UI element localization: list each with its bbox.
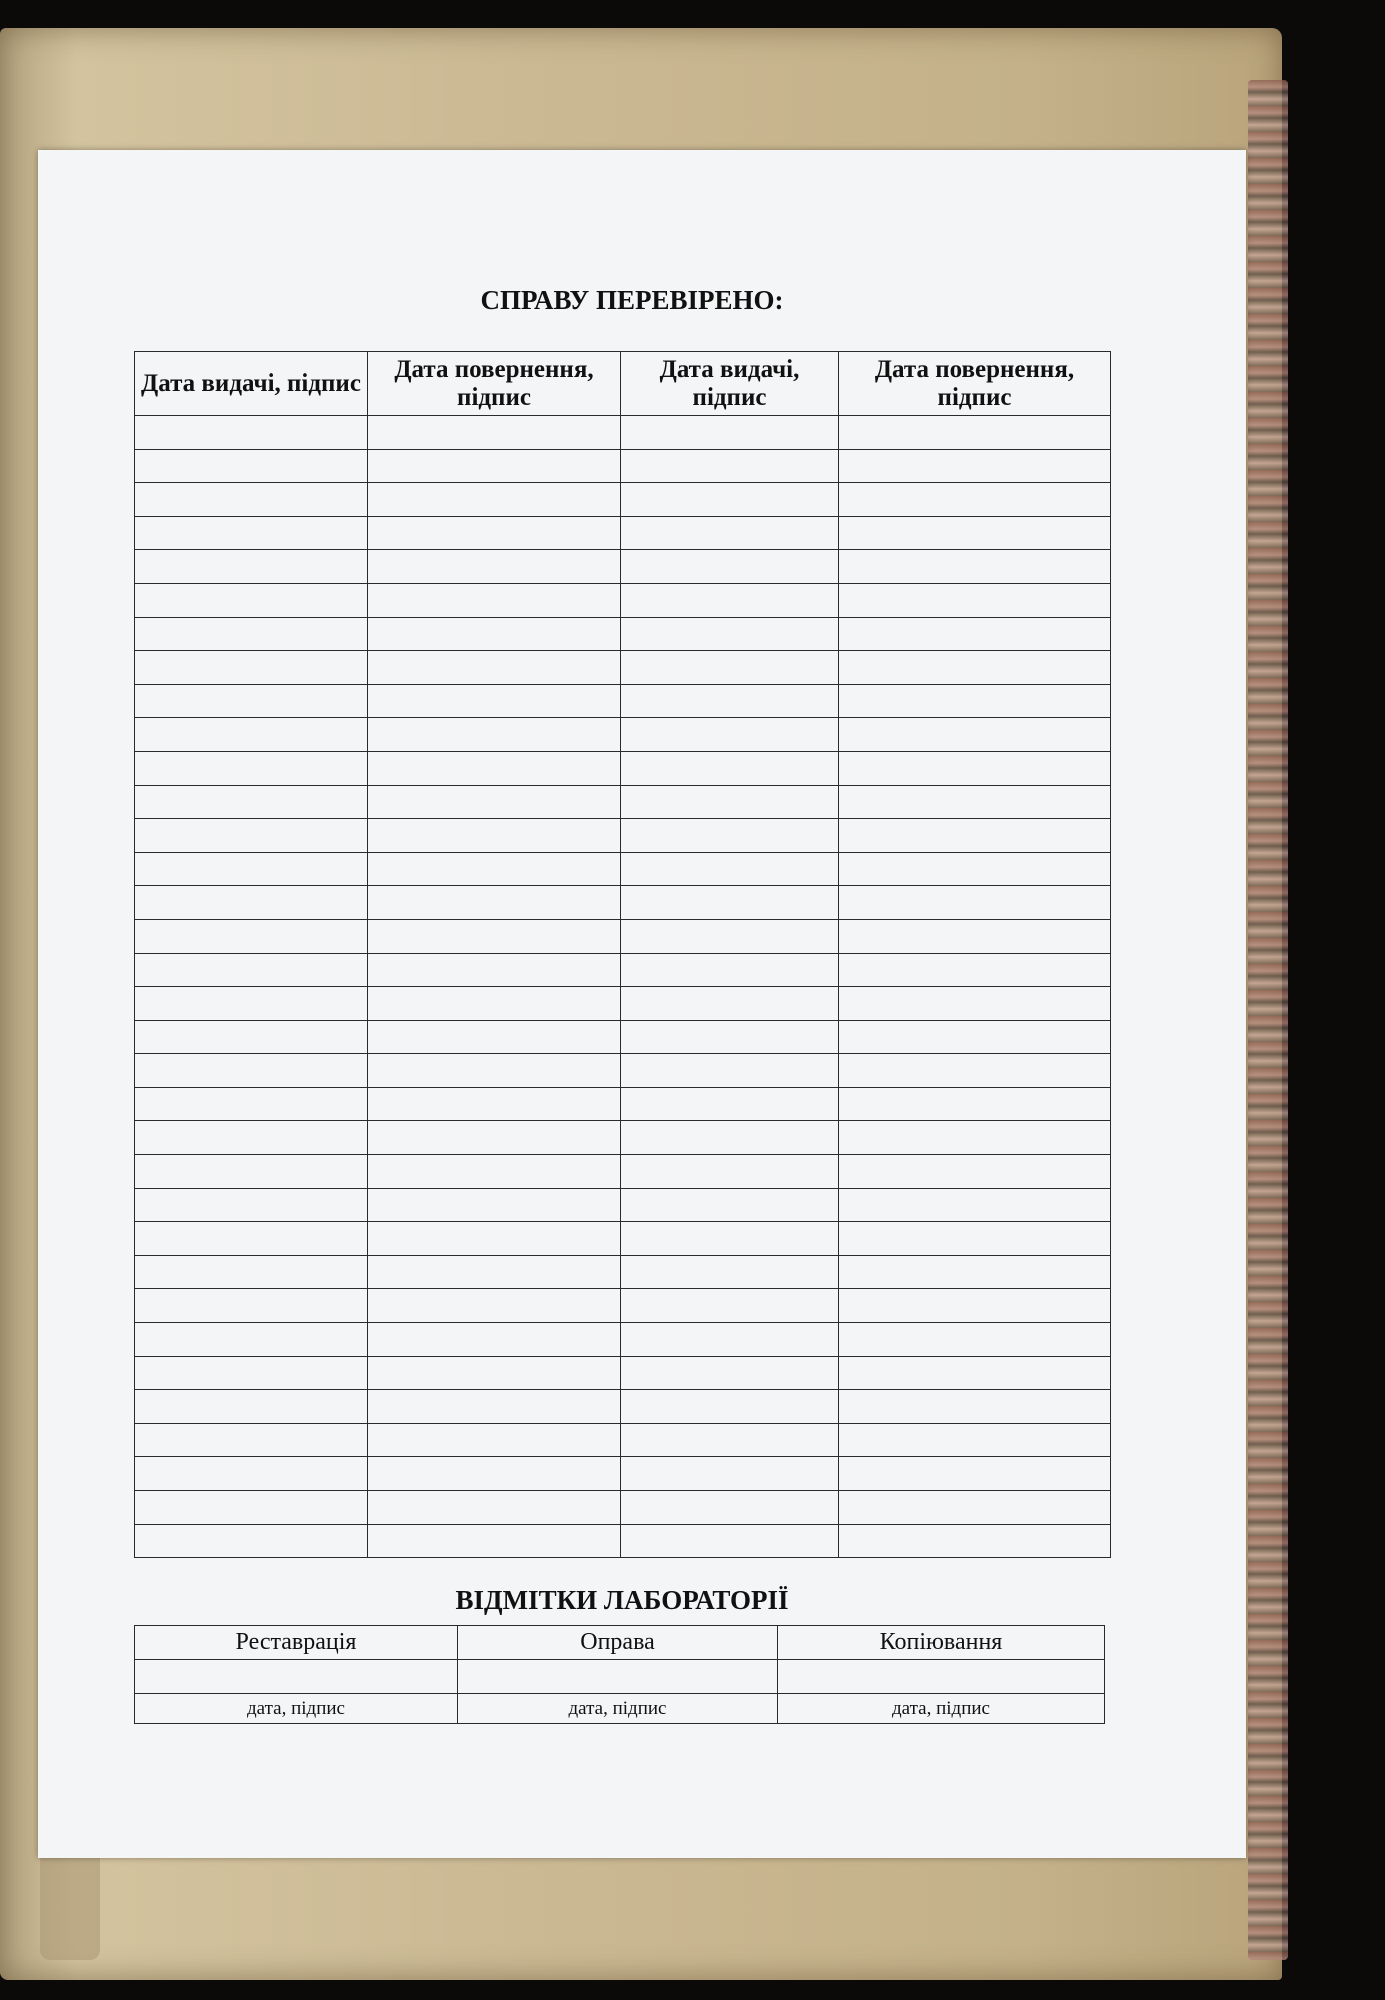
checkout-cell[interactable]: [839, 953, 1111, 987]
checkout-cell[interactable]: [135, 583, 368, 617]
checkout-row: [135, 1020, 1111, 1054]
checkout-cell[interactable]: [621, 1457, 839, 1491]
checkout-row: [135, 785, 1111, 819]
checkout-cell[interactable]: [368, 1155, 621, 1189]
checkout-cell[interactable]: [621, 416, 839, 450]
checkout-cell[interactable]: [135, 1155, 368, 1189]
checkout-cell[interactable]: [135, 852, 368, 886]
checkout-cell[interactable]: [621, 483, 839, 517]
checkout-row: [135, 919, 1111, 953]
checkout-cell[interactable]: [368, 987, 621, 1021]
checkout-cell[interactable]: [135, 617, 368, 651]
checkout-cell[interactable]: [839, 919, 1111, 953]
checkout-cell[interactable]: [368, 886, 621, 920]
checkout-cell[interactable]: [621, 550, 839, 584]
checkout-cell[interactable]: [135, 516, 368, 550]
checkout-cell[interactable]: [368, 483, 621, 517]
checkout-cell[interactable]: [621, 785, 839, 819]
checkout-cell[interactable]: [839, 1423, 1111, 1457]
lab-header-row: [135, 1626, 1105, 1660]
checkout-cell[interactable]: [368, 550, 621, 584]
folder-spine-edge: [1248, 80, 1288, 1960]
form-title: СПРАВУ ПЕРЕВІРЕНО:: [480, 285, 784, 315]
checkout-cell[interactable]: [368, 1457, 621, 1491]
checkout-cell[interactable]: [839, 617, 1111, 651]
checkout-cell[interactable]: [368, 1020, 621, 1054]
checkout-cell[interactable]: [368, 819, 621, 853]
lab-title: ВІДМІТКИ ЛАБОРАТОРІЇ: [455, 1585, 789, 1615]
checkout-cell[interactable]: [839, 1222, 1111, 1256]
checkout-cell[interactable]: [135, 1491, 368, 1525]
checkout-row: [135, 1390, 1111, 1424]
checkout-cell[interactable]: [368, 583, 621, 617]
checkout-cell[interactable]: [135, 819, 368, 853]
checkout-cell[interactable]: [368, 684, 621, 718]
checkout-cell[interactable]: [135, 1188, 368, 1222]
checkout-cell[interactable]: [135, 987, 368, 1021]
checkout-cell[interactable]: [135, 718, 368, 752]
checkout-cell[interactable]: [368, 785, 621, 819]
checkout-cell[interactable]: [839, 416, 1111, 450]
checkout-cell[interactable]: [135, 416, 368, 450]
checkout-cell[interactable]: [135, 1390, 368, 1424]
checkout-cell[interactable]: [621, 516, 839, 550]
checkout-row: [135, 449, 1111, 483]
checkout-cell[interactable]: [368, 1121, 621, 1155]
checkout-row: [135, 1457, 1111, 1491]
checkout-cell[interactable]: [621, 718, 839, 752]
checkout-cell[interactable]: [135, 886, 368, 920]
checkout-cell[interactable]: [839, 483, 1111, 517]
checkout-cell[interactable]: [621, 852, 839, 886]
checkout-row: [135, 1054, 1111, 1088]
checkout-cell[interactable]: [135, 550, 368, 584]
checkout-row: [135, 718, 1111, 752]
restoration-signature-label: дата, підпис: [135, 1694, 458, 1724]
checkout-cell[interactable]: [368, 449, 621, 483]
checkout-cell[interactable]: [135, 1121, 368, 1155]
checkout-row: [135, 416, 1111, 450]
checkout-cell[interactable]: [621, 1020, 839, 1054]
checkout-cell[interactable]: [839, 819, 1111, 853]
checkout-cell[interactable]: [368, 1054, 621, 1088]
checkout-cell[interactable]: [368, 516, 621, 550]
checkout-cell[interactable]: [621, 1491, 839, 1525]
checkout-row: [135, 751, 1111, 785]
checkout-cell[interactable]: [839, 449, 1111, 483]
lab-marks-table: [134, 1625, 1105, 1724]
checkout-cell[interactable]: [621, 1222, 839, 1256]
checkout-row: [135, 684, 1111, 718]
checkout-row: [135, 1121, 1111, 1155]
checkout-cell[interactable]: [135, 1054, 368, 1088]
checkout-cell[interactable]: [368, 1491, 621, 1525]
checkout-cell[interactable]: [135, 1323, 368, 1357]
checkout-cell[interactable]: [621, 987, 839, 1021]
checkout-cell[interactable]: [839, 1356, 1111, 1390]
checkout-cell[interactable]: [839, 1020, 1111, 1054]
checkout-cell[interactable]: [135, 449, 368, 483]
checkout-cell[interactable]: [368, 617, 621, 651]
checkout-cell[interactable]: [839, 1457, 1111, 1491]
checkout-cell[interactable]: [839, 1255, 1111, 1289]
checkout-row: [135, 516, 1111, 550]
checkout-row: [135, 1423, 1111, 1457]
restoration-cell[interactable]: [135, 1660, 458, 1694]
checkout-cell[interactable]: [621, 953, 839, 987]
checkout-cell[interactable]: [839, 718, 1111, 752]
copying-cell[interactable]: [778, 1660, 1105, 1694]
checkout-row: [135, 819, 1111, 853]
checkout-cell[interactable]: [368, 651, 621, 685]
checkout-header-row: [135, 352, 1111, 416]
checkout-cell[interactable]: [135, 1356, 368, 1390]
checkout-cell[interactable]: [839, 1155, 1111, 1189]
checkout-row: [135, 1289, 1111, 1323]
checkout-cell[interactable]: [839, 987, 1111, 1021]
checkout-cell[interactable]: [839, 684, 1111, 718]
checkout-cell[interactable]: [839, 1390, 1111, 1424]
checkout-cell[interactable]: [135, 651, 368, 685]
checkout-cell[interactable]: [839, 550, 1111, 584]
checkout-row: [135, 550, 1111, 584]
checkout-row: [135, 1087, 1111, 1121]
checkout-cell[interactable]: [839, 1491, 1111, 1525]
checkout-cell[interactable]: [621, 617, 839, 651]
checkout-cell[interactable]: [621, 1356, 839, 1390]
checkout-row: [135, 886, 1111, 920]
copying-signature-label: дата, підпис: [778, 1694, 1105, 1724]
checkout-row: [135, 1323, 1111, 1357]
checkout-cell[interactable]: [368, 1356, 621, 1390]
checkout-row: [135, 987, 1111, 1021]
checkout-row: [135, 583, 1111, 617]
checkout-cell[interactable]: [621, 1121, 839, 1155]
checkout-cell[interactable]: [135, 1087, 368, 1121]
checkout-cell[interactable]: [839, 1054, 1111, 1088]
col-copying: Копіювання: [778, 1626, 1105, 1660]
checkout-row: [135, 1188, 1111, 1222]
checkout-cell[interactable]: [839, 1289, 1111, 1323]
col-issue-date-2: Дата видачі, підпис: [621, 352, 839, 416]
binding-cell[interactable]: [458, 1660, 778, 1694]
checkout-cell[interactable]: [839, 583, 1111, 617]
checkout-cell[interactable]: [368, 1524, 621, 1558]
checkout-cell[interactable]: [621, 1087, 839, 1121]
checkout-cell[interactable]: [368, 416, 621, 450]
checkout-row: [135, 852, 1111, 886]
checkout-cell[interactable]: [368, 852, 621, 886]
checkout-cell[interactable]: [621, 1390, 839, 1424]
checkout-cell[interactable]: [839, 651, 1111, 685]
checkout-cell[interactable]: [135, 785, 368, 819]
checkout-cell[interactable]: [135, 1457, 368, 1491]
checkout-cell[interactable]: [621, 751, 839, 785]
checkout-row: [135, 651, 1111, 685]
checkout-cell[interactable]: [368, 1188, 621, 1222]
checkout-cell[interactable]: [621, 651, 839, 685]
checkout-row: [135, 1356, 1111, 1390]
checkout-cell[interactable]: [621, 449, 839, 483]
checkout-cell[interactable]: [839, 1121, 1111, 1155]
col-return-date-1: Дата повернення, підпис: [368, 352, 621, 416]
checkout-cell[interactable]: [368, 953, 621, 987]
checkout-cell[interactable]: [368, 1255, 621, 1289]
checkout-cell[interactable]: [135, 483, 368, 517]
checkout-cell[interactable]: [368, 1323, 621, 1357]
checkout-cell[interactable]: [368, 1222, 621, 1256]
checkout-cell[interactable]: [135, 684, 368, 718]
checkout-rows: [135, 416, 1111, 1558]
checkout-cell[interactable]: [135, 1524, 368, 1558]
checkout-cell[interactable]: [368, 919, 621, 953]
lab-signature-row: [135, 1694, 1105, 1724]
checkout-cell[interactable]: [621, 1289, 839, 1323]
checkout-row: [135, 1255, 1111, 1289]
checkout-cell[interactable]: [621, 1255, 839, 1289]
checkout-row: [135, 1222, 1111, 1256]
checkout-cell[interactable]: [839, 1087, 1111, 1121]
checkout-cell[interactable]: [839, 516, 1111, 550]
checkout-cell[interactable]: [839, 1188, 1111, 1222]
checkout-cell[interactable]: [135, 1020, 368, 1054]
lab-blank-row: [135, 1660, 1105, 1694]
checkout-cell[interactable]: [135, 751, 368, 785]
checkout-cell[interactable]: [368, 1423, 621, 1457]
checkout-cell[interactable]: [621, 1054, 839, 1088]
checkout-cell[interactable]: [368, 1289, 621, 1323]
checkout-cell[interactable]: [135, 919, 368, 953]
checkout-row: [135, 1155, 1111, 1189]
checkout-cell[interactable]: [135, 1255, 368, 1289]
checkout-row: [135, 483, 1111, 517]
checkout-cell[interactable]: [839, 1323, 1111, 1357]
form-sheet: [38, 150, 1246, 1858]
checkout-cell[interactable]: [135, 1423, 368, 1457]
checkout-cell[interactable]: [621, 819, 839, 853]
checkout-cell[interactable]: [839, 852, 1111, 886]
checkout-cell[interactable]: [368, 1087, 621, 1121]
col-restoration: Реставрація: [135, 1626, 458, 1660]
checkout-cell[interactable]: [135, 1289, 368, 1323]
checkout-cell[interactable]: [368, 751, 621, 785]
checkout-table: [134, 351, 1111, 1558]
checkout-cell[interactable]: [135, 1222, 368, 1256]
checkout-cell[interactable]: [621, 684, 839, 718]
checkout-cell[interactable]: [621, 919, 839, 953]
checkout-cell[interactable]: [621, 1323, 839, 1357]
checkout-cell[interactable]: [621, 1155, 839, 1189]
col-return-date-2: Дата повернення, підпис: [839, 352, 1111, 416]
checkout-cell[interactable]: [135, 953, 368, 987]
checkout-cell[interactable]: [621, 1188, 839, 1222]
checkout-cell[interactable]: [621, 1524, 839, 1558]
col-binding: Оправа: [458, 1626, 778, 1660]
checkout-cell[interactable]: [839, 1524, 1111, 1558]
binding-signature-label: дата, підпис: [458, 1694, 778, 1724]
checkout-cell[interactable]: [621, 1423, 839, 1457]
checkout-row: [135, 1524, 1111, 1558]
checkout-row: [135, 617, 1111, 651]
checkout-cell[interactable]: [368, 718, 621, 752]
col-issue-date-1: Дата видачі, підпис: [135, 352, 368, 416]
checkout-row: [135, 953, 1111, 987]
checkout-cell[interactable]: [621, 886, 839, 920]
checkout-cell[interactable]: [839, 886, 1111, 920]
checkout-row: [135, 1491, 1111, 1525]
checkout-cell[interactable]: [368, 1390, 621, 1424]
checkout-cell[interactable]: [839, 751, 1111, 785]
checkout-cell[interactable]: [621, 583, 839, 617]
checkout-cell[interactable]: [839, 785, 1111, 819]
